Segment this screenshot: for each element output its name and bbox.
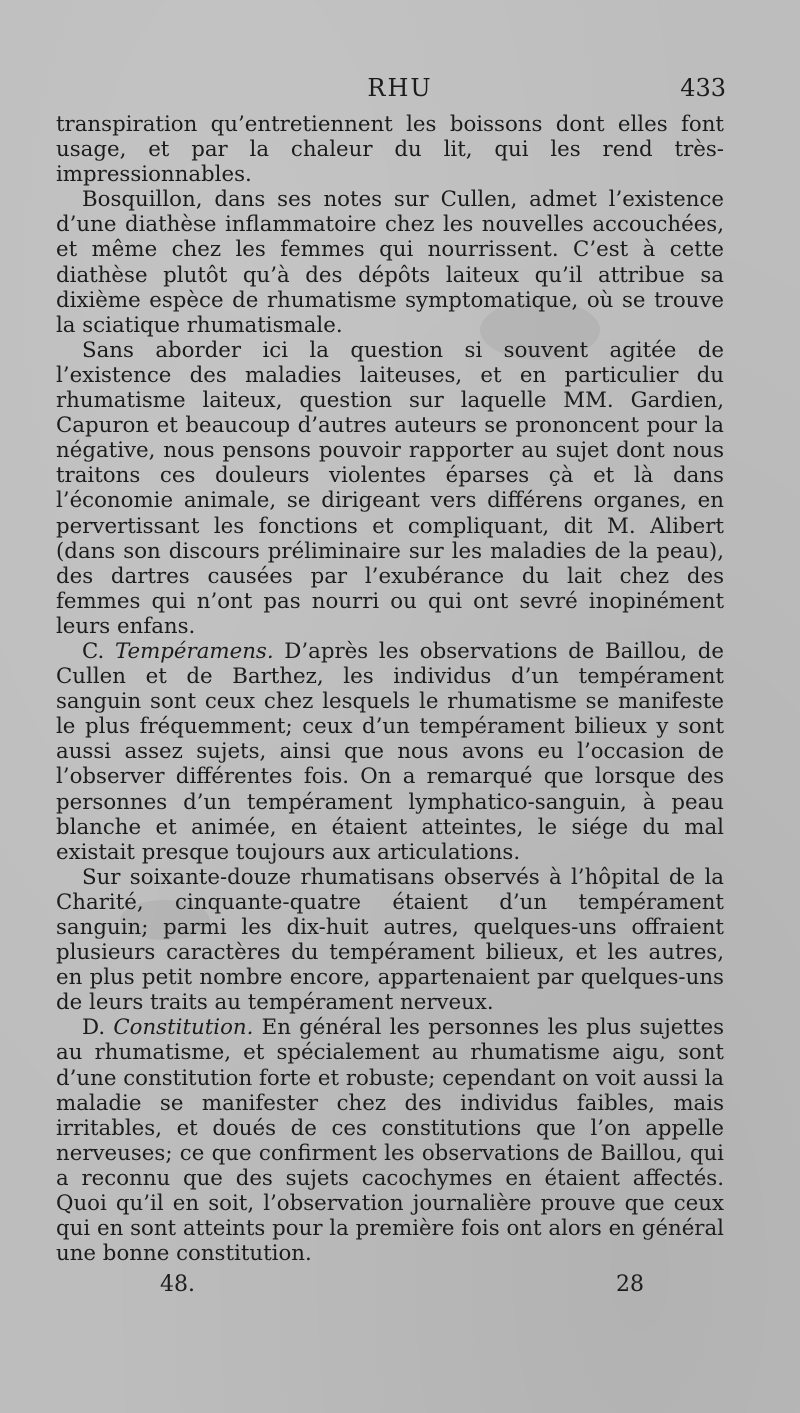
running-title: RHU: [367, 74, 433, 102]
page-number: 433: [680, 74, 726, 102]
paragraph-text: Sur soixante-douze rhumatisans observés à l’hôpital de la Charité, cinquante-quatre étaient d’un tempérament sanguin; parmi les dix-huit autres, quelques-uns offraient plusieurs caractères du tempérament bilieux, et les autres, en plus petit nombre encore, appartenaient par quelques-uns de leurs traits au tempérament nerveux.: [56, 864, 724, 1016]
paragraph-text: Bosquillon, dans ses notes sur Cullen, admet l’existence d’une diathèse inflammatoire chez les nouvelles accouchées, et même chez les femmes qui nourrissent. C’est à cette diathèse plutôt qu’à des dépôts laiteux qu’il attribue sa dixième espèce de rhumatisme symptomatique, où se trouve la sciatique rhumatismale.: [56, 187, 724, 338]
paragraph: [56, 187, 724, 338]
body-text: [56, 112, 724, 1266]
paragraph: [56, 338, 724, 639]
paragraph-text: D’après les observations de Baillou, de Cullen et de Barthez, les individus d’un tempérament sanguin sont ceux chez lesquels le rhumatisme se manifeste le plus fréquemment; ceux d’un tempérament bilieux y sont aussi assez sujets, ainsi que nous avons eu l’occasion de l’observer différentes fois. On a remarqué que lorsque des personnes d’un tempérament lymphatico-sanguin, à peau blanche et animée, en étaient atteintes, le siége du mal existait presque toujours aux articulations.: [56, 638, 724, 865]
catchword: 28: [616, 1272, 644, 1297]
section-label: D.: [82, 1015, 114, 1041]
paragraph: [56, 865, 724, 1016]
paragraph-text: transpiration qu’entretiennent les boissons dont elles font usage, et par la chaleur du lit, qui les rend très-impressionnables.: [56, 112, 724, 188]
section-label: C.: [82, 638, 115, 664]
section-heading-italic: Constitution.: [113, 1015, 254, 1041]
page-header: [0, 74, 800, 108]
paragraph-text: En général les personnes les plus sujettes au rhumatisme, et spécialement au rhumatisme aigu, sont d’une constitution forte et robuste; cependant on voit aussi la maladie se manifester chez des individus faibles, mais irritables, et doués de ces constitutions que l’on appelle nerveuses; ce que confirment les observations de Baillou, qui a reconnu que des sujets cacochymes en étaient affectés. Quoi qu’il en soit, l’observation journalière prouve que ceux qui en sont atteints pour la première fois ont alors en général une bonne constitution.: [56, 1015, 724, 1267]
paragraph: [56, 112, 724, 187]
paragraph: [56, 1015, 724, 1266]
section-heading-italic: Tempéramens.: [114, 638, 274, 664]
page-footer: [0, 1272, 800, 1306]
paragraph: [56, 639, 724, 865]
paragraph-text: Sans aborder ici la question si souvent agitée de l’existence des maladies laiteuses, et en particulier du rhumatisme laiteux, question sur laquelle MM. Gardien, Capuron et beaucoup d’autres auteurs se prononcent pour la négative, nous pensons pouvoir rapporter au sujet dont nous traitons ces douleurs violentes éparses çà et là dans l’économie animale, se dirigeant vers différens organes, en pervertissant les fonctions et compliquant, dit M. Alibert (dans son discours préliminaire sur les maladies de la peau), des dartres causées par l’exubérance du lait chez des femmes qui n’ont pas nourri ou qui ont sevré inopinément leurs enfans.: [56, 337, 724, 639]
signature-mark: 48.: [160, 1272, 195, 1297]
